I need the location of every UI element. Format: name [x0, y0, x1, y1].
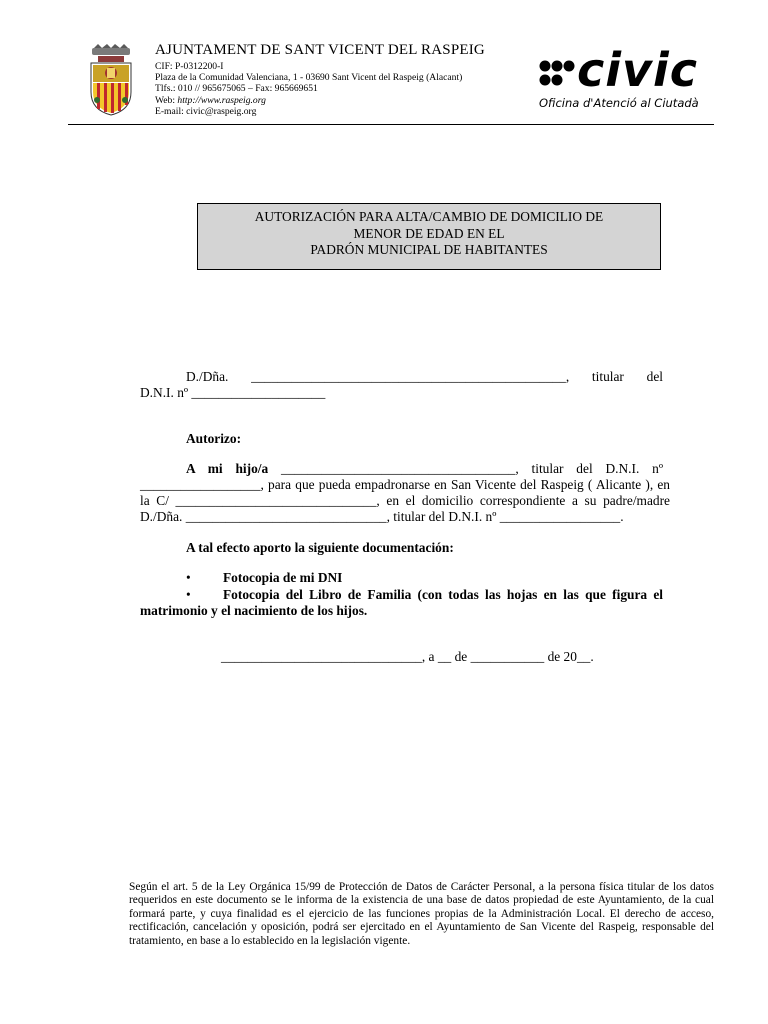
declarant-name-line: D./Dña. _______________________________________________, titular del — [186, 369, 663, 384]
child-name-line — [186, 461, 663, 477]
cif-line: CIF: P-0312200-I — [155, 61, 224, 72]
email-line: E-mail: civic@raspeig.org — [155, 105, 257, 117]
address-line: Plaza de la Comunidad Valenciana, 1 - 03690 Sant Vicent del Raspeig (Alacant) — [155, 72, 463, 84]
web-link[interactable]: http://www.raspeig.org — [177, 94, 266, 106]
documents-heading: A tal efecto aporto la siguiente documentación: — [186, 540, 454, 555]
organization-name: AJUNTAMENT DE SANT VICENT DEL RASPEIG — [155, 42, 485, 58]
civic-logo-subtitle: Oficina d'Atenció al Ciutadà — [539, 96, 699, 110]
place-date-line: ______________________________, a __ de ___________ de 20__. — [221, 649, 594, 664]
document-item-dni: Fotocopia de mi DNI — [223, 570, 343, 585]
phone-line: Tlfs.: 010 // 965675065 – Fax: 965669651 — [155, 83, 318, 95]
child-dni-line: __________________, para que pueda empadronarse en San Vicente del Raspeig ( Alicante ), en — [140, 477, 670, 492]
bullet-dot-1: • — [186, 570, 191, 585]
child-label: A mi hijo/a — [186, 461, 269, 476]
document-item-family-book-cont: matrimonio y el nacimiento de los hijos. — [140, 603, 368, 618]
civic-logo — [537, 46, 719, 92]
header-divider — [68, 124, 714, 125]
parent-line: D./Dña. ______________________________, titular del D.N.I. nº __________________. — [140, 509, 624, 524]
declarant-dni-line: D.N.I. nº ____________________ — [140, 385, 326, 400]
data-protection-notice: Según el art. 5 de la Ley Orgánica 15/99 de Protección de Datos de Carácter Personal, a la persona física titular de los datos requeridos en este documento se le informa de la existencia de una base de datos propiedad de este Ayuntamiento, de la cual formará parte, y cuya finalidad es el ejercicio de las funciones propias de la Administración Local. El derecho de acceso, rectificación, cancelación y oposición, podrá ser ejercitado en el Ayuntamiento de San Vicente del Raspeig, responsable del tratamiento, en base a lo establecido en la legislación vigente. — [129, 881, 714, 947]
autorizo-heading: Autorizo: — [186, 431, 242, 446]
document-item-family-book: Fotocopia del Libro de Familia (con todas las hojas en las que figura el — [223, 587, 663, 602]
web-label: Web: — [155, 94, 178, 106]
coat-of-arms-logo — [88, 44, 134, 116]
civic-logo-text: civic — [577, 46, 699, 92]
street-line: la C/ ______________________________, en el domicilio correspondiente a su padre/madre — [140, 493, 670, 508]
document-title-box — [197, 203, 661, 270]
bullet-dot-2: • — [186, 587, 191, 602]
title-line-2: MENOR DE EDAD EN EL — [353, 225, 505, 241]
child-line-rest: ___________________________________, titular del D.N.I. nº — [268, 461, 663, 476]
organization-contact-info — [155, 61, 462, 117]
web-line — [155, 95, 462, 106]
title-line-3: PADRÓN MUNICIPAL DE HABITANTES — [310, 242, 548, 257]
title-line-1: AUTORIZACIÓN PARA ALTA/CAMBIO DE DOMICILIO DE — [254, 209, 604, 224]
